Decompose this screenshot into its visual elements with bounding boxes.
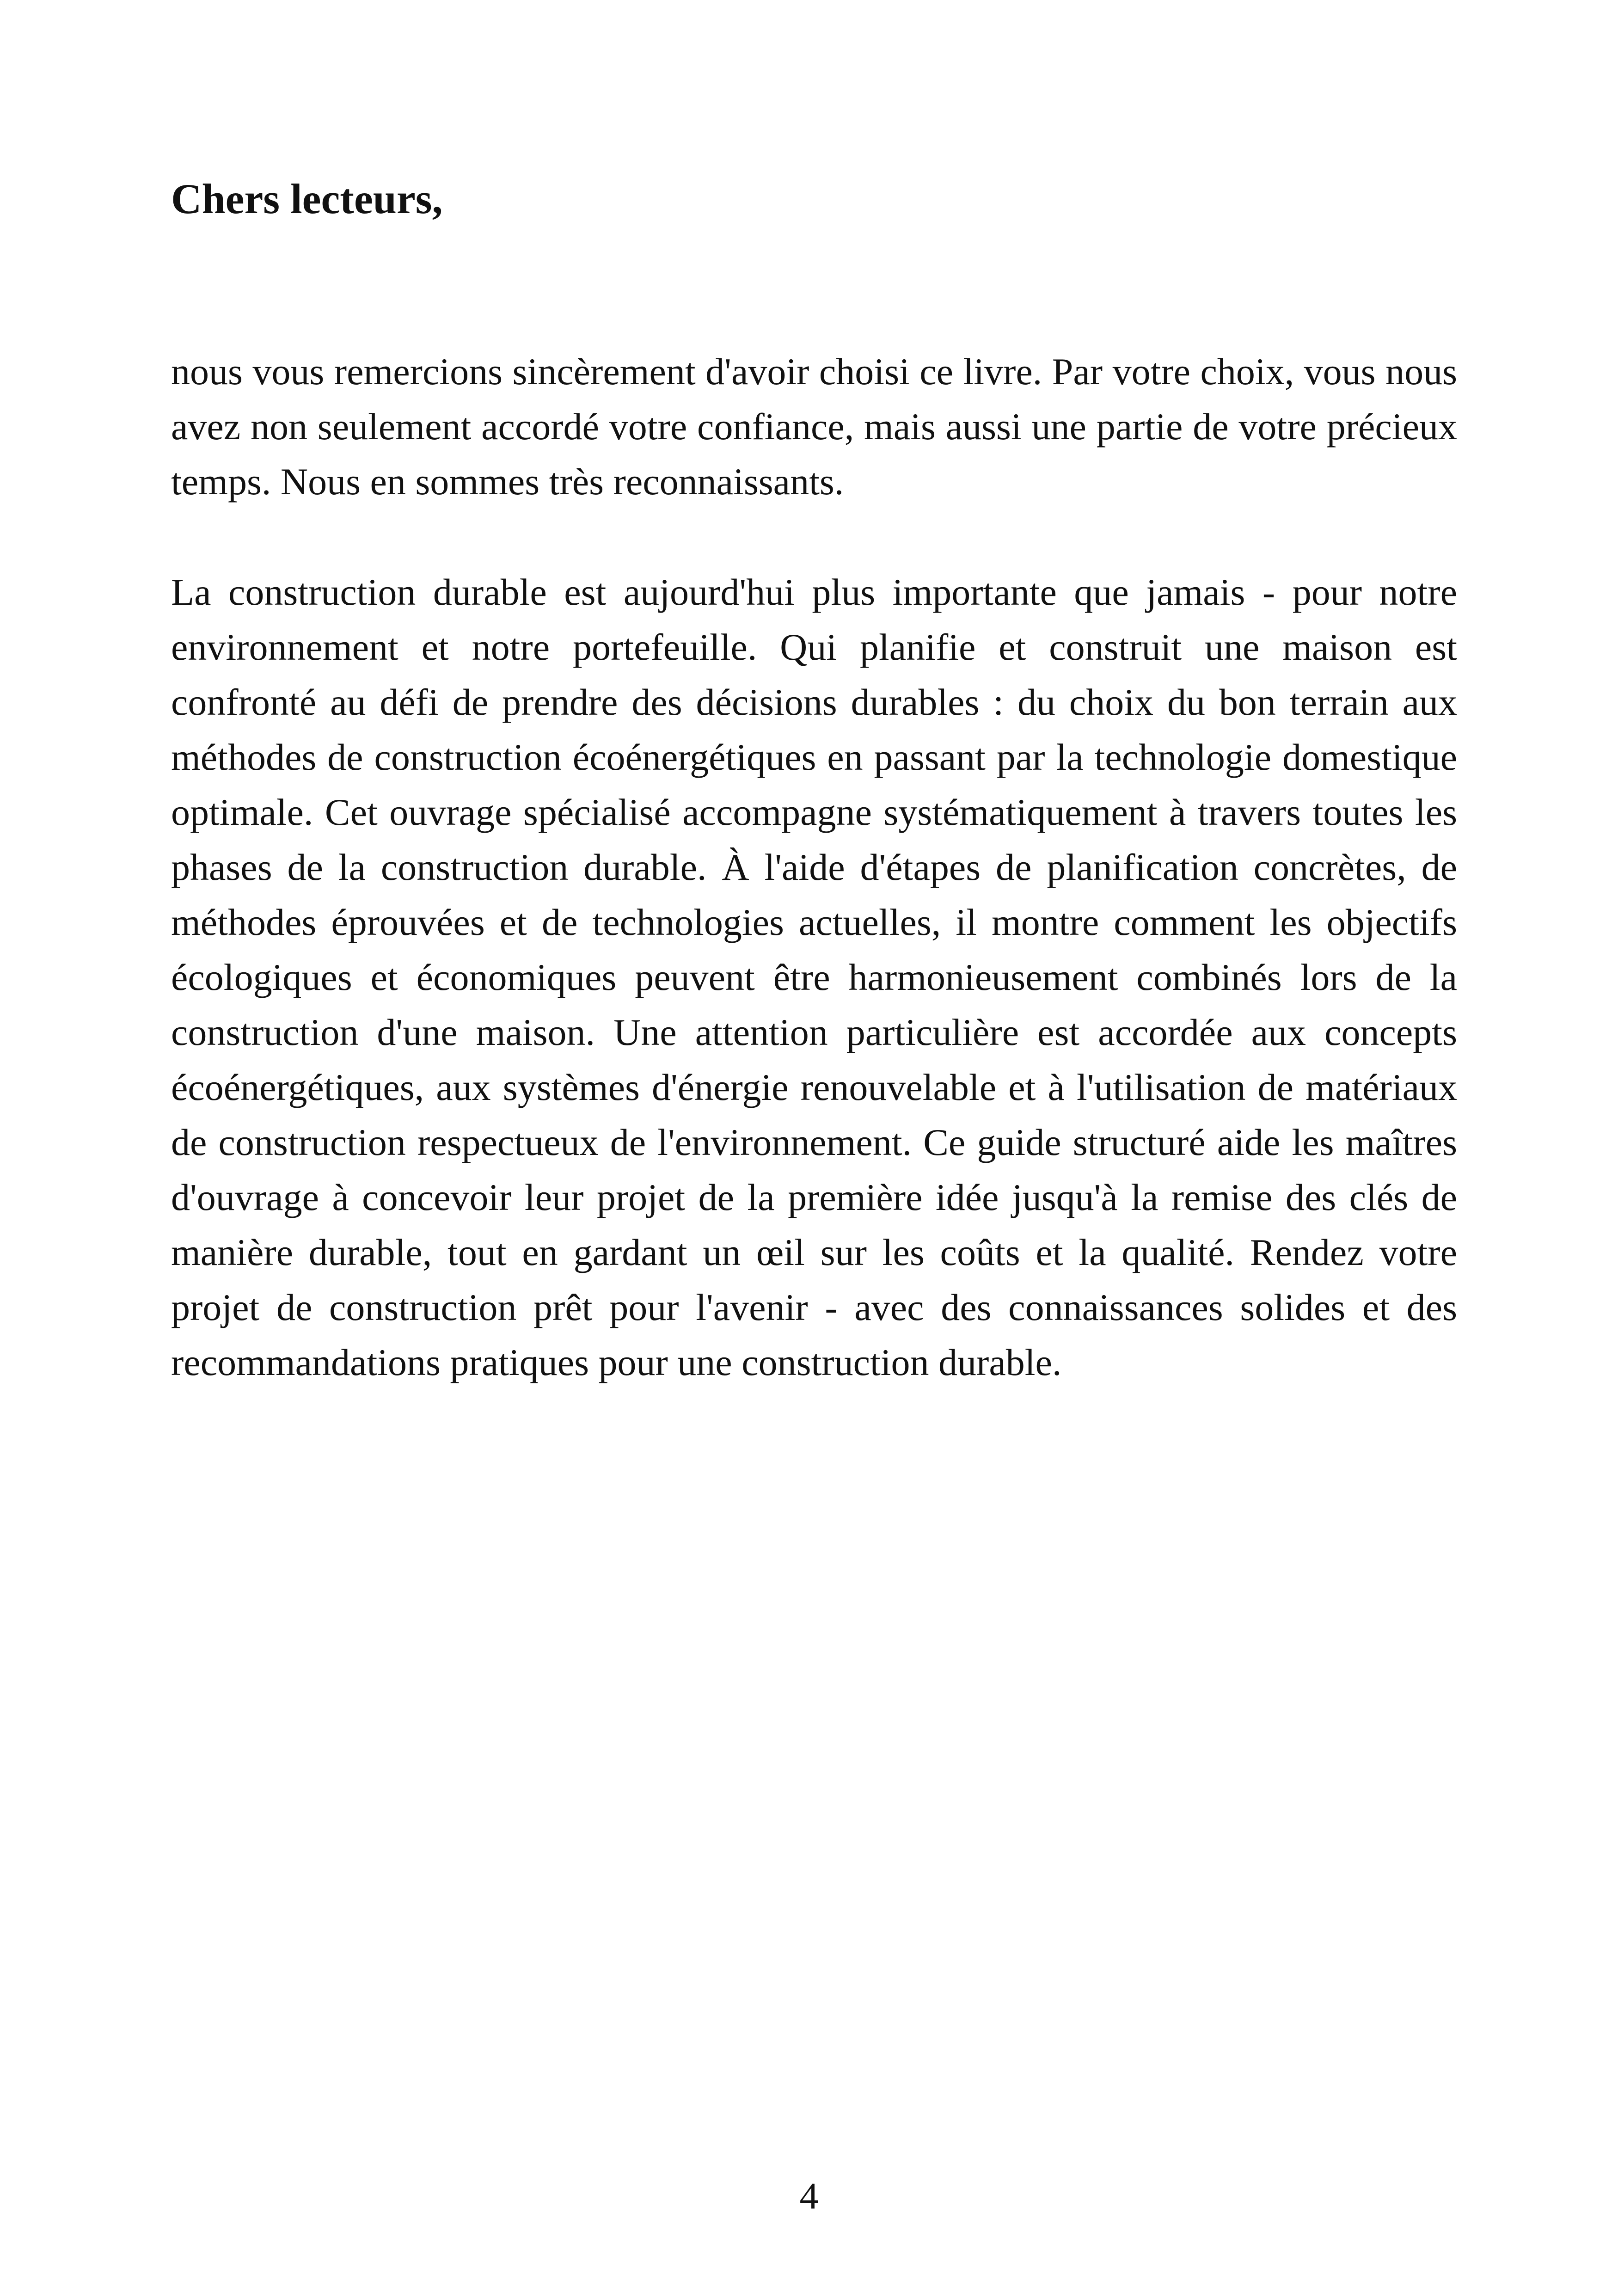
intro-paragraph: nous vous remercions sincèrement d'avoir choisi ce livre. Par votre choix, vous nous avez non seulement accordé votre confiance, mais aussi une partie de votre précieux temps. Nous en sommes très reconnaissants. [171,350,1457,503]
page-number: 4 [799,2175,819,2217]
salutation-heading: Chers lecteurs, [171,175,443,222]
body-paragraph: La construction durable est aujourd'hui plus importante que jamais - pour notre environnement et notre portefeuille. Qui planifie et construit une maison est confronté au défi de prendre des décisions durables : du choix du bon terrain aux méthodes de construction écoénergétiques en passant par la technologie domestique optimale. Cet ouvrage spécialisé accompagne systématiquement à travers toutes les phases de la construction durable. À l'aide d'étapes de planification concrètes, de méthodes éprouvées et de technologies actuelles, il montre comment les objectifs écologiques et économiques peuvent être harmonieusement combinés lors de la construction d'une maison. Une attention particulière est accordée aux concepts écoénergétiques, aux systèmes d'énergie renouvelable et à l'utilisation de matériaux de construction respectueux de l'environnement. Ce guide structuré aide les maîtres d'ouvrage à concevoir leur projet de la première idée jusqu'à la remise des clés de manière durable, tout en gardant un œil sur les coûts et la qualité. Rendez votre projet de construction prêt pour l'avenir - avec des connaissances solides et des recommandations pratiques pour une construction durable. [171,571,1457,1383]
